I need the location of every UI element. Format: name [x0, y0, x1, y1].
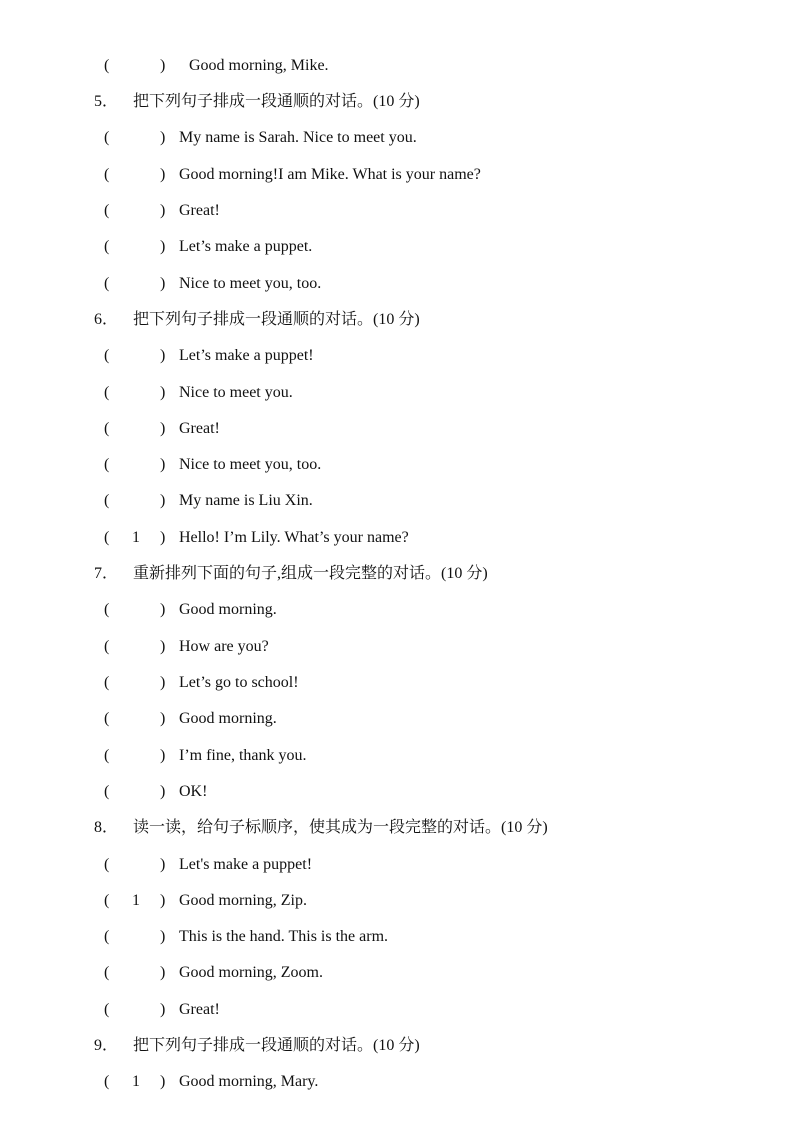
close-paren: ) — [160, 964, 166, 981]
option-text: Great! — [179, 420, 220, 437]
close-paren: ) — [160, 384, 166, 401]
question-number: 9． — [94, 1037, 119, 1054]
open-paren: ( — [104, 129, 110, 146]
answer-blank[interactable]: 1 — [132, 529, 140, 546]
close-paren: ) — [160, 1001, 166, 1018]
option-text: Nice to meet you. — [179, 384, 293, 401]
option-text: This is the hand. This is the arm. — [179, 928, 389, 945]
option-text: How are you? — [179, 638, 269, 655]
close-paren: ) — [160, 928, 166, 945]
open-paren: ( — [104, 1001, 110, 1018]
close-paren: ) — [160, 275, 166, 292]
open-paren: ( — [104, 529, 110, 546]
open-paren: ( — [104, 601, 110, 618]
option-text: Great! — [179, 1001, 220, 1018]
open-paren: ( — [104, 202, 110, 219]
answer-blank[interactable]: 1 — [132, 1073, 140, 1090]
open-paren: ( — [104, 674, 110, 691]
open-paren: ( — [104, 57, 110, 74]
option-text: Good morning. — [179, 710, 277, 727]
open-paren: ( — [104, 275, 110, 292]
option-text: Good morning, Mike. — [189, 57, 329, 74]
option-text: Good morning!I am Mike. What is your name? — [179, 166, 481, 183]
open-paren: ( — [104, 856, 110, 873]
open-paren: ( — [104, 492, 110, 509]
open-paren: ( — [104, 384, 110, 401]
option-text: I’m fine, thank you. — [179, 747, 307, 764]
option-text: Nice to meet you, too. — [179, 456, 322, 473]
open-paren: ( — [104, 420, 110, 437]
open-paren: ( — [104, 1073, 110, 1090]
answer-blank[interactable]: 1 — [132, 892, 140, 909]
close-paren: ) — [160, 601, 166, 618]
option-text: Good morning, Mary. — [179, 1073, 319, 1090]
close-paren: ) — [160, 892, 166, 909]
option-text: Let’s make a puppet! — [179, 347, 314, 364]
close-paren: ) — [160, 674, 166, 691]
question-number: 5． — [94, 93, 119, 110]
close-paren: ) — [160, 202, 166, 219]
open-paren: ( — [104, 747, 110, 764]
option-text: My name is Liu Xin. — [179, 492, 313, 509]
question-number: 6． — [94, 311, 119, 328]
close-paren: ) — [160, 456, 166, 473]
question-title: 把下列句子排成一段通顺的对话。(10 分) — [133, 93, 420, 110]
close-paren: ) — [160, 783, 166, 800]
question-number: 7． — [94, 565, 119, 582]
open-paren: ( — [104, 166, 110, 183]
option-text: OK! — [179, 783, 208, 800]
question-title: 把下列句子排成一段通顺的对话。(10 分) — [133, 311, 420, 328]
question-title: 重新排列下面的句子,组成一段完整的对话。(10 分) — [133, 565, 488, 582]
close-paren: ) — [160, 747, 166, 764]
option-text: Let's make a puppet! — [179, 856, 313, 873]
close-paren: ) — [160, 166, 166, 183]
open-paren: ( — [104, 638, 110, 655]
close-paren: ) — [160, 529, 166, 546]
open-paren: ( — [104, 892, 110, 909]
close-paren: ) — [160, 492, 166, 509]
close-paren: ) — [160, 347, 166, 364]
option-text: Good morning, Zoom. — [179, 964, 323, 981]
close-paren: ) — [160, 420, 166, 437]
option-text: Let’s make a puppet. — [179, 238, 313, 255]
option-text: Good morning, Zip. — [179, 892, 307, 909]
question-number: 8． — [94, 819, 119, 836]
close-paren: ) — [160, 129, 166, 146]
open-paren: ( — [104, 928, 110, 945]
option-text: Let’s go to school! — [179, 674, 299, 691]
close-paren: ) — [160, 238, 166, 255]
option-text: My name is Sarah. Nice to meet you. — [179, 129, 417, 146]
question-title: 读一读，给句子标顺序，使其成为一段完整的对话。(10 分) — [133, 819, 548, 836]
close-paren: ) — [160, 710, 166, 727]
open-paren: ( — [104, 710, 110, 727]
close-paren: ) — [160, 856, 166, 873]
option-text: Great! — [179, 202, 220, 219]
open-paren: ( — [104, 783, 110, 800]
close-paren: ) — [160, 1073, 166, 1090]
open-paren: ( — [104, 238, 110, 255]
open-paren: ( — [104, 964, 110, 981]
option-text: Nice to meet you, too. — [179, 275, 322, 292]
open-paren: ( — [104, 456, 110, 473]
open-paren: ( — [104, 347, 110, 364]
close-paren: ) — [160, 638, 166, 655]
close-paren: ) — [160, 57, 166, 74]
option-text: Good morning. — [179, 601, 277, 618]
option-text: Hello! I’m Lily. What’s your name? — [179, 529, 409, 546]
question-title: 把下列句子排成一段通顺的对话。(10 分) — [133, 1037, 420, 1054]
